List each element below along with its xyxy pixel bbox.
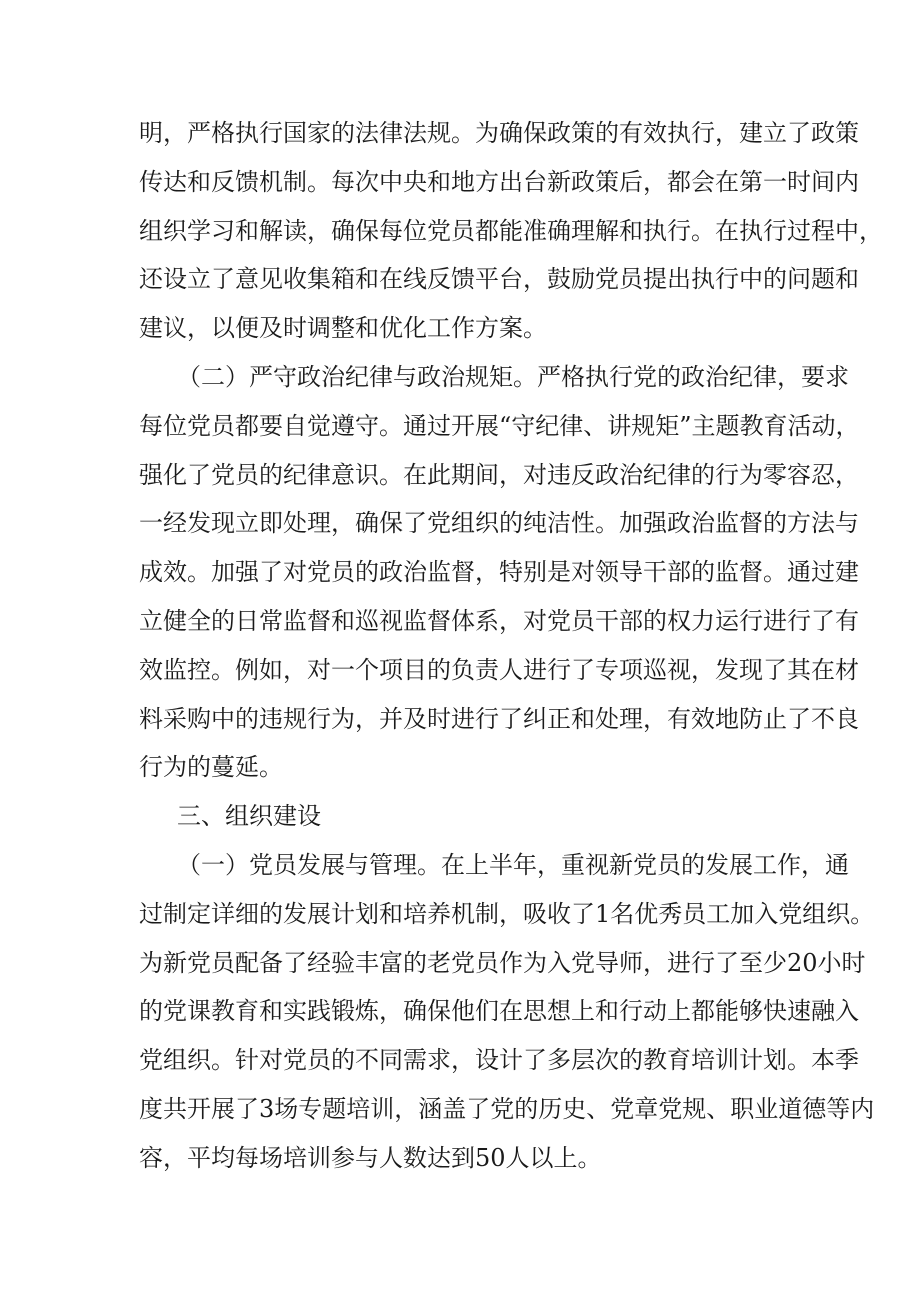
text-line: 还设立了意见收集箱和在线反馈平台，鼓励党员提出执行中的问题和	[139, 265, 859, 294]
text-line: 容，平均每场培训参与人数达到50人以上。	[139, 1143, 602, 1172]
text-line: 料采购中的违规行为，并及时进行了纠正和处理，有效地防止了不良	[139, 704, 859, 733]
text-line: 的党课教育和实践锻炼，确保他们在思想上和行动上都能够快速融入	[139, 997, 859, 1026]
text-line: （一）党员发展与管理。在上半年，重视新党员的发展工作，通	[177, 850, 849, 879]
document-body	[139, 109, 883, 1183]
text-line: 党组织。针对党员的不同需求，设计了多层次的教育培训计划。本季	[139, 1046, 859, 1075]
text-line: 传达和反馈机制。每次中央和地方出台新政策后，都会在第一时间内	[139, 167, 859, 196]
text-line: 每位党员都要自觉遵守。通过开展“守纪律、讲规矩”主题教育活动，	[139, 411, 860, 440]
text-line: 成效。加强了对党员的政治监督，特别是对领导干部的监督。通过建	[139, 558, 859, 587]
text-line: 组织学习和解读，确保每位党员都能准确理解和执行。在执行过程中，	[139, 216, 883, 245]
text-line: 明，严格执行国家的法律法规。为确保政策的有效执行，建立了政策	[139, 119, 859, 147]
text-line: 建议，以便及时调整和优化工作方案。	[139, 314, 547, 343]
text-line: 过制定详细的发展计划和培养机制，吸收了1名优秀员工加入党组织。	[139, 899, 875, 928]
text-line: 度共开展了3场专题培训，涵盖了党的历史、党章党规、职业道德等内	[139, 1094, 875, 1123]
text-line: 一经发现立即处理，确保了党组织的纯洁性。加强政治监督的方法与	[139, 509, 859, 538]
text-line: 为新党员配备了经验丰富的老党员作为入党导师，进行了至少20小时	[139, 948, 866, 977]
text-line: 效监控。例如，对一个项目的负责人进行了专项巡视，发现了其在材	[139, 655, 859, 684]
section-heading: 三、组织建设	[177, 802, 321, 831]
text-line: 立健全的日常监督和巡视监督体系，对党员干部的权力运行进行了有	[139, 606, 859, 635]
text-line: （二）严守政治纪律与政治规矩。严格执行党的政治纪律，要求	[177, 362, 849, 391]
text-line: 行为的蔓延。	[139, 753, 283, 782]
text-line: 强化了党员的纪律意识。在此期间，对违反政治纪律的行为零容忍，	[139, 460, 859, 489]
